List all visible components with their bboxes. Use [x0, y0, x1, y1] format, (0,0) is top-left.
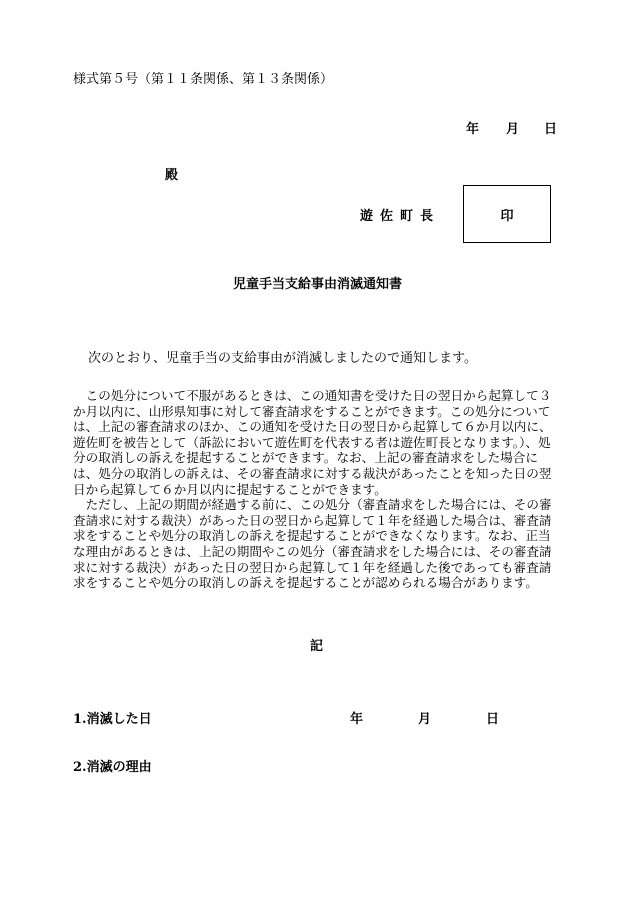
form-number: 様式第５号（第１１条関係、第１３条関係） [73, 72, 334, 87]
item-1-day: 日 [486, 712, 500, 727]
addressee-suffix: 殿 [165, 168, 179, 183]
header-date-month: 月 [506, 122, 520, 137]
item-1-year: 年 [350, 712, 364, 727]
document-title: 児童手当支給事由消滅通知書 [233, 277, 403, 292]
body-paragraph-2: ただし、上記の期間が経過する前に、この処分（審査請求をした場合には、その審査請求に対する裁決）があった日の翌日から起算して１年を経過した場合は、審査請求をすることや処分の取消しの訴えを提起することができなくなります。なお、正当な理由があるときは、上記の期間やこの処分（審査請求をした場合には、その審査請求に対する裁決）があった日の翌日から起算して１年を経過した後であっても審査請求をすることや処分の取消しの訴えを提起することが認められる場合があります。 [73, 497, 552, 591]
seal-box [463, 185, 551, 243]
issuer-name: 遊佐町長 [360, 209, 441, 224]
item-1-date [350, 708, 499, 727]
item-2-label: 2.消滅の理由 [73, 760, 152, 775]
notice-body [73, 388, 560, 591]
record-heading: 記 [310, 639, 324, 654]
intro-text: 次のとおり、児童手当の支給事由が消滅しましたので通知します。 [88, 351, 477, 366]
header-date-year: 年 [466, 122, 480, 137]
item-1-month: 月 [418, 712, 432, 727]
header-date-day: 日 [544, 122, 558, 137]
body-paragraph-1: この処分について不服があるときは、この通知書を受けた日の翌日から起算して３か月以内に、山形県知事に対して審査請求をすることができます。この処分については、上記の審査請求のほか、この通知を受けた日の翌日から起算して６か月以内に、遊佐町を被告として（訴訟において遊佐町を代表する者は遊佐町長となります。）、処分の取消しの訴えを提起することができます。なお、上記の審査請求をした場合には、処分の取消しの訴えは、その審査請求に対する裁決があったことを知った日の翌日から起算して６か月以内に提起することができます。 [73, 388, 552, 497]
seal-label: 印 [500, 208, 514, 224]
item-1-label: 1.消滅した日 [73, 712, 152, 727]
header-date [466, 118, 557, 137]
